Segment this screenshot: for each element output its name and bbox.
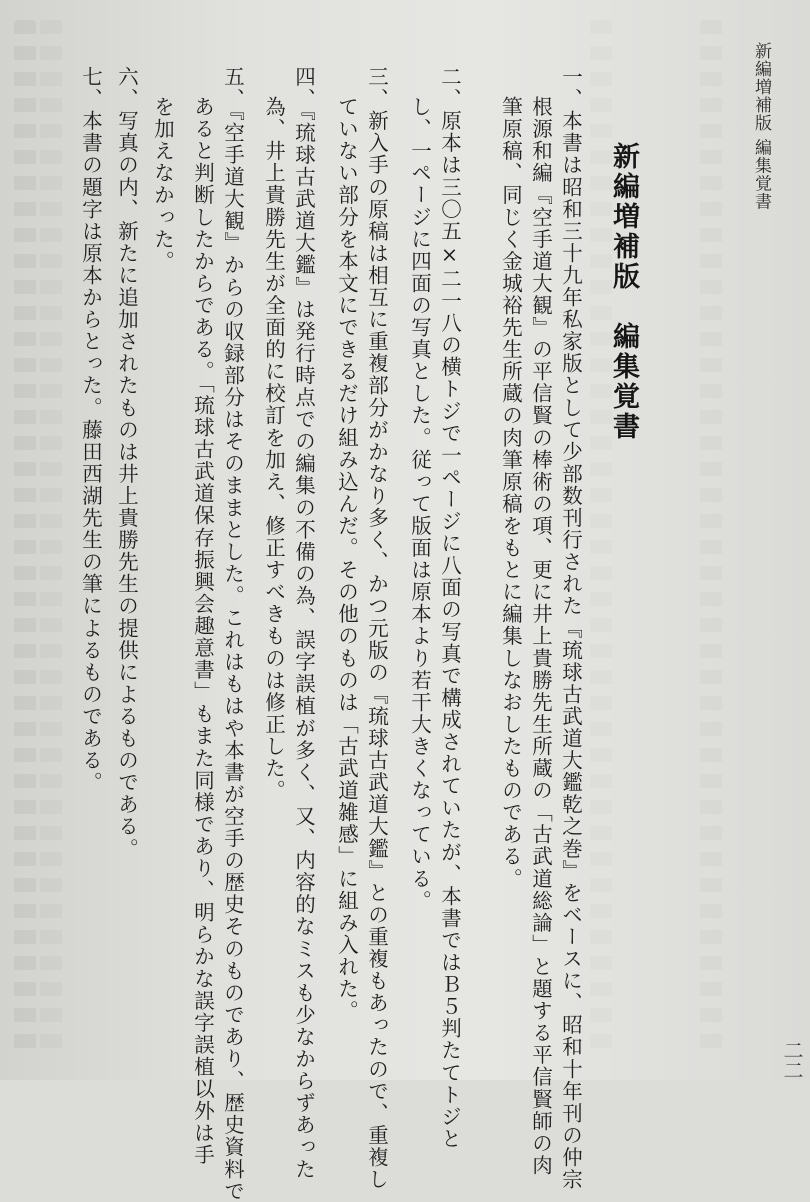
body-line: 六、写真の内、新たに追加されたものは井上貴勝先生の提供によるものである。 (114, 66, 139, 860)
body-line: 為、井上貴勝先生が全面的に校訂を加え、修正すべきものは修正した。 (261, 96, 286, 802)
body-line: を加えなかった。 (150, 96, 175, 273)
body-line: 三、新入手の原稿は相互に重複部分がかなり多く、かつ元版の『琉球古武道大鑑』との重複もあったので、重複し (364, 66, 389, 1191)
body-line: 根源和編『空手道大観』の平信賢の棒術の項、更に井上貴勝先生所蔵の「古武道総論」と題する平信賢師の肉 (528, 96, 553, 1177)
running-head: 新編増補版 編集覚書 (751, 42, 771, 211)
show-through-text (14, 20, 36, 1060)
body-line: 五、『空手道大観』からの収録部分はそのままとした。これはもはや本書が空手の歴史そのものであり、歴史資料で (220, 66, 245, 1202)
body-line: 七、本書の題字は原本からとった。藤田西湖先生の筆によるものである。 (78, 66, 103, 794)
body-line: 四、『琉球古武道大鑑』は発行時点での編集の不備の為、誤字誤植が多く、又、内容的なミスも少なからずあった (291, 66, 316, 1181)
page-title: 新編増補版 編集覚書 (608, 142, 639, 442)
body-line: し、一ページに四面の写真とした。従って版面は原本より若干大きくなっている。 (407, 96, 432, 912)
body-line: あると判断したからである。「琉球古武道保存振興会趣意書」もまた同様であり、明らかな誤字誤植以外は手 (190, 96, 215, 1167)
body-line: 一、本書は昭和三十九年私家版として少部数刊行された『琉球古武道大鑑乾之巻』をベースに、昭和十年刊の仲宗 (558, 66, 583, 1191)
page-number: 二二 (780, 1040, 804, 1080)
show-through-text (40, 20, 62, 1060)
body-line: 二、原本は三〇五×二一八の横トジで一ページに八面の写真で構成されていたが、本書ではＢ５判たてトジと (437, 66, 462, 1150)
body-line: 筆原稿、同じく金城裕先生所蔵の肉筆原稿をもとに編集しなおしたものである。 (498, 96, 523, 890)
body-line: ていない部分を本文にできるだけ組み込んだ。その他のものは「古武道雑感」に組み入れた。 (334, 96, 359, 1023)
show-through-text (700, 20, 722, 1060)
